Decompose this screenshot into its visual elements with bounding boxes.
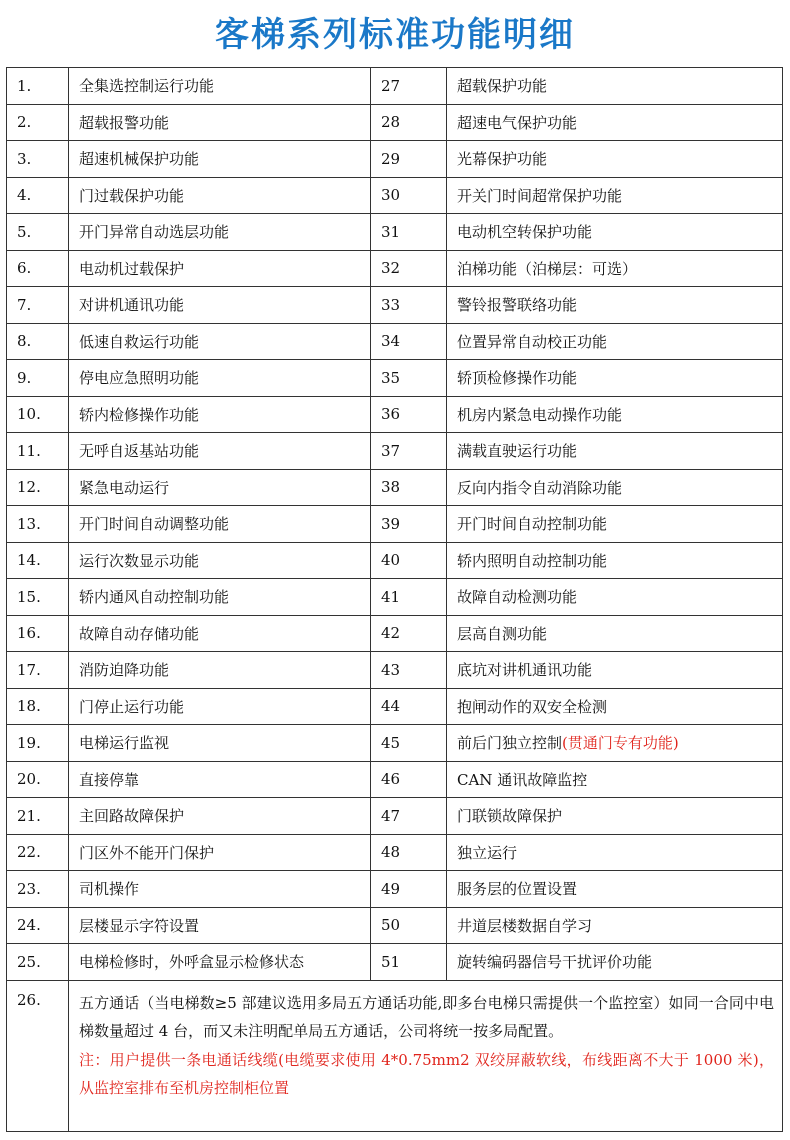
function-name-right-cell xyxy=(447,944,783,981)
row-number-right-cell xyxy=(371,871,447,908)
row-number-left-cell xyxy=(7,469,69,506)
function-name-right: CAN 通讯故障监控 xyxy=(457,770,588,789)
row-number-left-cell xyxy=(7,761,69,798)
row-number-left-cell xyxy=(7,177,69,214)
function-name-right-cell xyxy=(447,579,783,616)
function-name-right-cell xyxy=(447,907,783,944)
row-number-left-cell xyxy=(7,834,69,871)
row-number-right-cell xyxy=(371,798,447,835)
table-row xyxy=(7,214,783,251)
row-number-left-cell xyxy=(7,250,69,287)
row-number-left-cell xyxy=(7,542,69,579)
row-number-right: 31 xyxy=(381,222,401,241)
row-number-left: 23. xyxy=(17,879,41,898)
function-name-left-cell xyxy=(69,177,371,214)
row-number-left: 4. xyxy=(17,186,32,205)
function-name-left-cell xyxy=(69,615,371,652)
row-number-left: 19. xyxy=(17,733,41,752)
row-number-left: 6. xyxy=(17,259,32,278)
function-name-right-cell xyxy=(447,104,783,141)
function-name-left-cell xyxy=(69,907,371,944)
row-number-left: 11. xyxy=(17,441,41,460)
function-name-left-cell xyxy=(69,396,371,433)
row-number-right: 28 xyxy=(381,113,401,132)
function-name-left: 停电应急照明功能 xyxy=(79,369,200,388)
function-name-left: 低速自救运行功能 xyxy=(79,332,200,351)
function-name-left: 主回路故障保护 xyxy=(79,807,185,826)
table-row xyxy=(7,433,783,470)
function-name-right-cell xyxy=(447,798,783,835)
function-name-right-cell xyxy=(447,469,783,506)
row-number-right-cell xyxy=(371,323,447,360)
row-number-left-cell xyxy=(7,506,69,543)
row-number-left: 25. xyxy=(17,952,41,971)
row-number-right-cell xyxy=(371,579,447,616)
table-row xyxy=(7,798,783,835)
function-name-left-cell xyxy=(69,433,371,470)
row-number-right-cell xyxy=(371,834,447,871)
row-number-left-cell xyxy=(7,798,69,835)
row-number-left-cell xyxy=(7,360,69,397)
function-name-right-cell xyxy=(447,360,783,397)
function-name-right: 满载直驶运行功能 xyxy=(457,442,578,461)
function-name-right-cell xyxy=(447,871,783,908)
row-number-left: 5. xyxy=(17,222,32,241)
row-number-right: 48 xyxy=(381,843,401,862)
function-name-right-cell xyxy=(447,141,783,178)
row-number-right-cell xyxy=(371,287,447,324)
function-name-left: 开门异常自动选层功能 xyxy=(79,223,230,242)
row-number-left-cell xyxy=(7,396,69,433)
function-name-right-cell xyxy=(447,177,783,214)
function-name-right: 泊梯功能（泊梯层：可选） xyxy=(457,259,638,278)
row-number-left-cell xyxy=(7,944,69,981)
function-name-left-cell xyxy=(69,688,371,725)
function-name-right: 服务层的位置设置 xyxy=(457,880,578,899)
table-row xyxy=(7,579,783,616)
function-name-left-cell xyxy=(69,761,371,798)
table-row xyxy=(7,907,783,944)
row-number-left-cell xyxy=(7,688,69,725)
function-name-right: 旋转编码器信号干扰评价功能 xyxy=(457,953,653,972)
row-number-left-cell xyxy=(7,615,69,652)
function-table xyxy=(6,67,783,1132)
function-name-left: 无呼自返基站功能 xyxy=(79,442,200,461)
row-number-right: 49 xyxy=(381,879,401,898)
function-name-right-cell xyxy=(447,506,783,543)
row-number-right-cell xyxy=(371,652,447,689)
function-name-left-cell xyxy=(69,469,371,506)
row-number-right: 39 xyxy=(381,514,401,533)
intercom-description-cell xyxy=(69,980,783,1131)
table-row xyxy=(7,542,783,579)
function-name-left: 门停止运行功能 xyxy=(79,697,185,716)
row-number-left-cell xyxy=(7,980,69,1131)
function-name-left-cell xyxy=(69,104,371,141)
function-name-left: 运行次数显示功能 xyxy=(79,551,200,570)
table-row xyxy=(7,68,783,105)
table-row xyxy=(7,725,783,762)
function-name-left: 对讲机通讯功能 xyxy=(79,296,185,315)
function-name-right-cell xyxy=(447,688,783,725)
table-row xyxy=(7,360,783,397)
row-number-right: 50 xyxy=(381,916,401,935)
function-name-right: 轿顶检修操作功能 xyxy=(457,369,578,388)
row-number-right-cell xyxy=(371,141,447,178)
function-name-right: 电动机空转保护功能 xyxy=(457,223,593,242)
row-number-right-cell xyxy=(371,615,447,652)
function-name-left-cell xyxy=(69,579,371,616)
function-name-right: 超载保护功能 xyxy=(457,77,548,96)
row-number-left: 14. xyxy=(17,551,41,570)
table-row xyxy=(7,944,783,981)
row-number-left: 8. xyxy=(17,332,32,351)
table-row xyxy=(7,177,783,214)
row-number-left: 2. xyxy=(17,113,32,132)
table-row xyxy=(7,323,783,360)
row-number-right-cell xyxy=(371,396,447,433)
intercom-cable-note: 注：用户提供一条电通话线缆(电缆要求使用 4*0.75mm2 双绞屏蔽软线，布线距离不大于 1000 米)，从监控室排布至机房控制柜位置 xyxy=(79,1050,774,1097)
row-number-right: 38 xyxy=(381,478,401,497)
row-number-left: 22. xyxy=(17,843,41,862)
row-number-left-cell xyxy=(7,68,69,105)
function-name-right-cell xyxy=(447,652,783,689)
table-row xyxy=(7,469,783,506)
row-number-left: 1. xyxy=(17,76,32,95)
table-row xyxy=(7,396,783,433)
row-number-left-cell xyxy=(7,433,69,470)
row-number-right: 32 xyxy=(381,259,401,278)
function-name-left: 消防迫降功能 xyxy=(79,661,170,680)
row-number-right: 36 xyxy=(381,405,401,424)
table-row-intercom xyxy=(7,980,783,1131)
row-number-right-cell xyxy=(371,469,447,506)
function-name-right: 光幕保护功能 xyxy=(457,150,548,169)
function-name-right: 位置异常自动校正功能 xyxy=(457,332,608,351)
table-row xyxy=(7,761,783,798)
function-name-left-cell xyxy=(69,214,371,251)
function-name-right: 警铃报警联络功能 xyxy=(457,296,578,315)
function-name-left: 层楼显示字符设置 xyxy=(79,916,200,935)
function-name-right-cell xyxy=(447,287,783,324)
row-number-left: 13. xyxy=(17,514,41,533)
row-number-right: 42 xyxy=(381,624,401,643)
row-number-right: 46 xyxy=(381,770,401,789)
row-number-right: 34 xyxy=(381,332,401,351)
function-name-right: 前后门独立控制 xyxy=(457,734,563,753)
function-name-right-cell xyxy=(447,68,783,105)
row-number-left-cell xyxy=(7,907,69,944)
function-name-right: 门联锁故障保护 xyxy=(457,807,563,826)
row-number-right-cell xyxy=(371,360,447,397)
function-name-right-cell xyxy=(447,433,783,470)
row-number-right-cell xyxy=(371,214,447,251)
function-name-right-cell xyxy=(447,615,783,652)
table-row xyxy=(7,141,783,178)
table-row xyxy=(7,652,783,689)
row-number-right-cell xyxy=(371,542,447,579)
function-name-left-cell xyxy=(69,506,371,543)
function-name-right-cell xyxy=(447,396,783,433)
row-number-left: 7. xyxy=(17,295,32,314)
function-name-left-cell xyxy=(69,871,371,908)
row-number-left-cell xyxy=(7,214,69,251)
row-number-right: 29 xyxy=(381,149,401,168)
row-number-left-cell xyxy=(7,287,69,324)
row-number-left-cell xyxy=(7,141,69,178)
function-name-right: 井道层楼数据自学习 xyxy=(457,916,593,935)
row-number-right-cell xyxy=(371,725,447,762)
row-number-right-cell xyxy=(371,506,447,543)
row-number-right-cell xyxy=(371,761,447,798)
row-number-right-cell xyxy=(371,944,447,981)
function-name-left-cell xyxy=(69,141,371,178)
function-name-right: 开门时间自动控制功能 xyxy=(457,515,608,534)
row-number-left: 15. xyxy=(17,587,41,606)
function-name-left: 全集选控制运行功能 xyxy=(79,77,215,96)
intercom-description-text: 五方通话（当电梯数≥5 部建议选用多局五方通话功能,即多台电梯只需提供一个监控室）如同一合同中电梯数量超过 4 台，而又未注明配单局五方通话，公司将统一按多局配置。 xyxy=(79,993,774,1040)
row-number-right-cell xyxy=(371,104,447,141)
row-number-right: 47 xyxy=(381,806,401,825)
function-name-left-cell xyxy=(69,834,371,871)
function-name-left: 轿内检修操作功能 xyxy=(79,405,200,424)
row-number-left: 10. xyxy=(17,405,41,424)
row-number-left-cell xyxy=(7,652,69,689)
row-number-left: 9. xyxy=(17,368,32,387)
function-name-left-cell xyxy=(69,652,371,689)
row-number-right: 37 xyxy=(381,441,401,460)
row-number-right-cell xyxy=(371,688,447,725)
function-name-right: 机房内紧急电动操作功能 xyxy=(457,405,623,424)
row-number-right-cell xyxy=(371,433,447,470)
row-number-left: 24. xyxy=(17,916,41,935)
row-number-left: 3. xyxy=(17,149,32,168)
function-name-right: 超速电气保护功能 xyxy=(457,113,578,132)
function-table-body xyxy=(7,68,783,1132)
row-number-right-cell xyxy=(371,177,447,214)
row-number-right-cell xyxy=(371,250,447,287)
function-name-left-cell xyxy=(69,542,371,579)
function-name-left-cell xyxy=(69,798,371,835)
table-row xyxy=(7,506,783,543)
row-number-right: 27 xyxy=(381,76,401,95)
row-number-right: 30 xyxy=(381,186,401,205)
function-name-left-cell xyxy=(69,944,371,981)
row-number-left: 17. xyxy=(17,660,41,679)
row-number-left-cell xyxy=(7,871,69,908)
page-title: 客梯系列标准功能明细 xyxy=(215,15,575,55)
function-note-red: (贯通门专有功能) xyxy=(562,734,679,753)
function-name-left-cell xyxy=(69,287,371,324)
function-name-left-cell xyxy=(69,250,371,287)
row-number-left: 12. xyxy=(17,478,41,497)
function-name-right: 底坑对讲机通讯功能 xyxy=(457,661,593,680)
function-name-left: 电动机过载保护 xyxy=(79,259,185,278)
function-name-left: 开门时间自动调整功能 xyxy=(79,515,230,534)
function-name-right-cell xyxy=(447,214,783,251)
row-number-left-cell xyxy=(7,579,69,616)
function-name-left-cell xyxy=(69,323,371,360)
function-name-right: 抱闸动作的双安全检测 xyxy=(457,697,608,716)
function-name-left: 轿内通风自动控制功能 xyxy=(79,588,230,607)
function-name-right-cell xyxy=(447,761,783,798)
function-name-left: 司机操作 xyxy=(79,880,140,899)
table-row xyxy=(7,104,783,141)
function-name-left: 门区外不能开门保护 xyxy=(79,843,215,862)
table-row xyxy=(7,250,783,287)
function-name-right-cell xyxy=(447,542,783,579)
row-number-left: 20. xyxy=(17,770,41,789)
row-number-right-cell xyxy=(371,68,447,105)
function-name-right: 独立运行 xyxy=(457,843,518,862)
table-row xyxy=(7,287,783,324)
function-name-left-cell xyxy=(69,360,371,397)
function-name-left: 超载报警功能 xyxy=(79,113,170,132)
intercom-description xyxy=(79,981,782,1103)
function-name-right: 反向内指令自动消除功能 xyxy=(457,478,623,497)
function-name-right: 层高自测功能 xyxy=(457,624,548,643)
row-number-right: 33 xyxy=(381,295,401,314)
row-number-right: 51 xyxy=(381,952,401,971)
table-row xyxy=(7,615,783,652)
function-name-right-cell xyxy=(447,323,783,360)
row-number-left: 16. xyxy=(17,624,41,643)
row-number-right: 35 xyxy=(381,368,401,387)
function-name-right: 故障自动检测功能 xyxy=(457,588,578,607)
row-number-left-cell xyxy=(7,725,69,762)
row-number-right: 41 xyxy=(381,587,401,606)
row-number-left-cell xyxy=(7,323,69,360)
row-number-right: 44 xyxy=(381,697,401,716)
function-name-left: 直接停靠 xyxy=(79,770,140,789)
row-number-left: 21. xyxy=(17,806,41,825)
table-row xyxy=(7,688,783,725)
row-number-left-cell xyxy=(7,104,69,141)
function-name-left: 电梯检修时，外呼盒显示检修状态 xyxy=(79,953,305,972)
function-name-right-cell xyxy=(447,725,783,762)
function-name-right-cell xyxy=(447,250,783,287)
function-name-left-cell xyxy=(69,725,371,762)
function-name-left: 故障自动存储功能 xyxy=(79,624,200,643)
function-name-left: 超速机械保护功能 xyxy=(79,150,200,169)
function-name-left-cell xyxy=(69,68,371,105)
function-name-left: 紧急电动运行 xyxy=(79,478,170,497)
function-name-right: 开关门时间超常保护功能 xyxy=(457,186,623,205)
row-number-left: 18. xyxy=(17,697,41,716)
row-number-right-cell xyxy=(371,907,447,944)
row-number-right: 43 xyxy=(381,660,401,679)
function-name-left: 门过载保护功能 xyxy=(79,186,185,205)
function-name-right-cell xyxy=(447,834,783,871)
row-number-right: 45 xyxy=(381,733,401,752)
row-number-right: 40 xyxy=(381,551,401,570)
row-number-left: 26. xyxy=(17,990,41,1009)
table-row xyxy=(7,871,783,908)
function-name-right: 轿内照明自动控制功能 xyxy=(457,551,608,570)
table-row xyxy=(7,834,783,871)
function-name-left: 电梯运行监视 xyxy=(79,734,170,753)
